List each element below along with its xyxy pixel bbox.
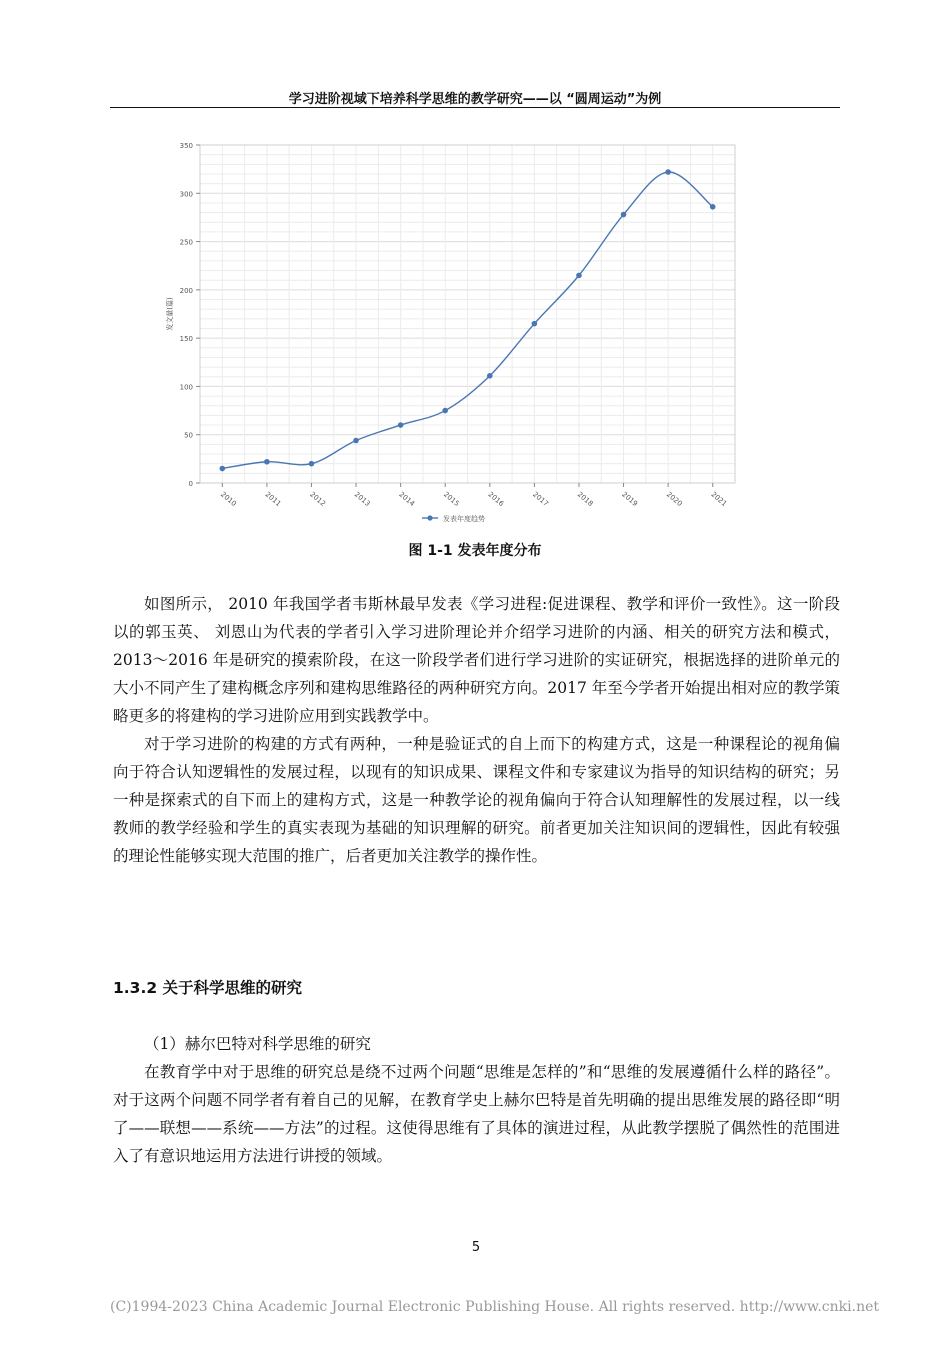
y-tick-label: 300	[179, 190, 193, 199]
copyright-notice: (C)1994-2023 China Academic Journal Electronic Publishing House. All rights reserved. http://www.cnki.net	[110, 1299, 880, 1315]
y-tick-label: 100	[179, 383, 193, 392]
y-tick-label: 350	[179, 142, 193, 150]
y-axis-label: 发文量(篇)	[166, 297, 174, 331]
data-point	[665, 169, 671, 175]
figure-caption: 图 1-1 发表年度分布	[408, 543, 542, 559]
legend-marker	[427, 515, 432, 520]
data-point	[487, 373, 493, 379]
data-point	[442, 408, 448, 414]
data-point	[309, 461, 315, 467]
y-tick-label: 50	[184, 431, 193, 440]
x-tick-label: 2018	[575, 490, 595, 508]
data-point	[710, 204, 716, 210]
y-tick-label: 250	[179, 238, 193, 247]
x-tick-label: 2016	[486, 490, 506, 508]
x-tick-label: 2013	[352, 490, 372, 508]
x-tick-label: 2012	[308, 490, 327, 508]
body-block-2	[113, 1030, 840, 1170]
x-tick-label: 2011	[263, 490, 283, 508]
section-heading: 1.3.2 关于科学思维的研究	[113, 979, 303, 997]
body-block-1	[113, 590, 840, 870]
x-tick-label: 2019	[620, 490, 640, 508]
x-tick-label: 2021	[709, 490, 729, 508]
y-tick-label: 150	[179, 335, 193, 344]
publication-trend-chart	[160, 135, 760, 530]
x-tick-label: 2014	[397, 490, 417, 508]
data-point	[353, 438, 359, 444]
data-point	[264, 459, 270, 465]
data-point	[532, 321, 538, 327]
legend-label: 发表年度趋势	[443, 515, 485, 523]
subsection-title: （1）赫尔巴特对科学思维的研究	[144, 1035, 371, 1053]
data-point	[398, 422, 404, 428]
y-tick-label: 200	[179, 286, 193, 295]
data-point	[219, 466, 225, 472]
data-point	[576, 273, 582, 279]
data-point	[621, 212, 627, 218]
paragraph-herbart: 在教育学中对于思维的研究总是绕不过两个问题“思维是怎样的”和“思维的发展遵循什么样的路径”。对于这两个问题不同学者有着自己的见解，在教育学史上赫尔巴特是首先明确的提出思维发展的路径即“明了——联想——系统——方法”的过程。这使得思维有了具体的演进过程，从此教学摆脱了偶然性的范围进入了有意识地运用方法进行讲授的领域。	[113, 1063, 840, 1165]
x-tick-label: 2015	[441, 490, 461, 508]
y-tick-label: 0	[188, 480, 193, 488]
x-tick-label: 2010	[219, 490, 238, 508]
paragraph-publication-history: 如图所示， 2010 年我国学者韦斯林最早发表《学习进程:促进课程、教学和评价一致性》。这一阶段以的郭玉英、 刘恩山为代表的学者引入学习进阶理论并介绍学习进阶的内涵、相关的研究方法和模式，2013～2016 年是研究的摸索阶段，在这一阶段学者们进行学习进阶的实证研究，根据选择的进阶单元的大小不同产生了建构概念序列和建构思维路径的两种研究方向。2017 年至今学者开始提出相对应的教学策略更多的将建构的学习进阶应用到实践教学中。	[113, 595, 840, 725]
header-rule	[110, 107, 840, 108]
x-tick-label: 2020	[664, 490, 684, 508]
paragraph-construction-methods: 对于学习进阶的构建的方式有两种，一种是验证式的自上而下的构建方式，这是一种课程论的视角偏向于符合认知逻辑性的发展过程，以现有的知识成果、课程文件和专家建议为指导的知识结构的研究；另一种是探索式的自下而上的建构方式，这是一种教学论的视角偏向于符合认知理解性的发展过程，以一线教师的教学经验和学生的真实表现为基础的知识理解的研究。前者更加关注知识间的逻辑性，因此有较强的理论性能够实现大范围的推广，后者更加关注教学的操作性。	[113, 735, 840, 865]
x-tick-label: 2017	[531, 490, 550, 508]
running-header: 学习进阶视域下培养科学思维的教学研究——以 “圆周运动”为例	[288, 92, 662, 107]
page-number: 5	[471, 1240, 481, 1255]
